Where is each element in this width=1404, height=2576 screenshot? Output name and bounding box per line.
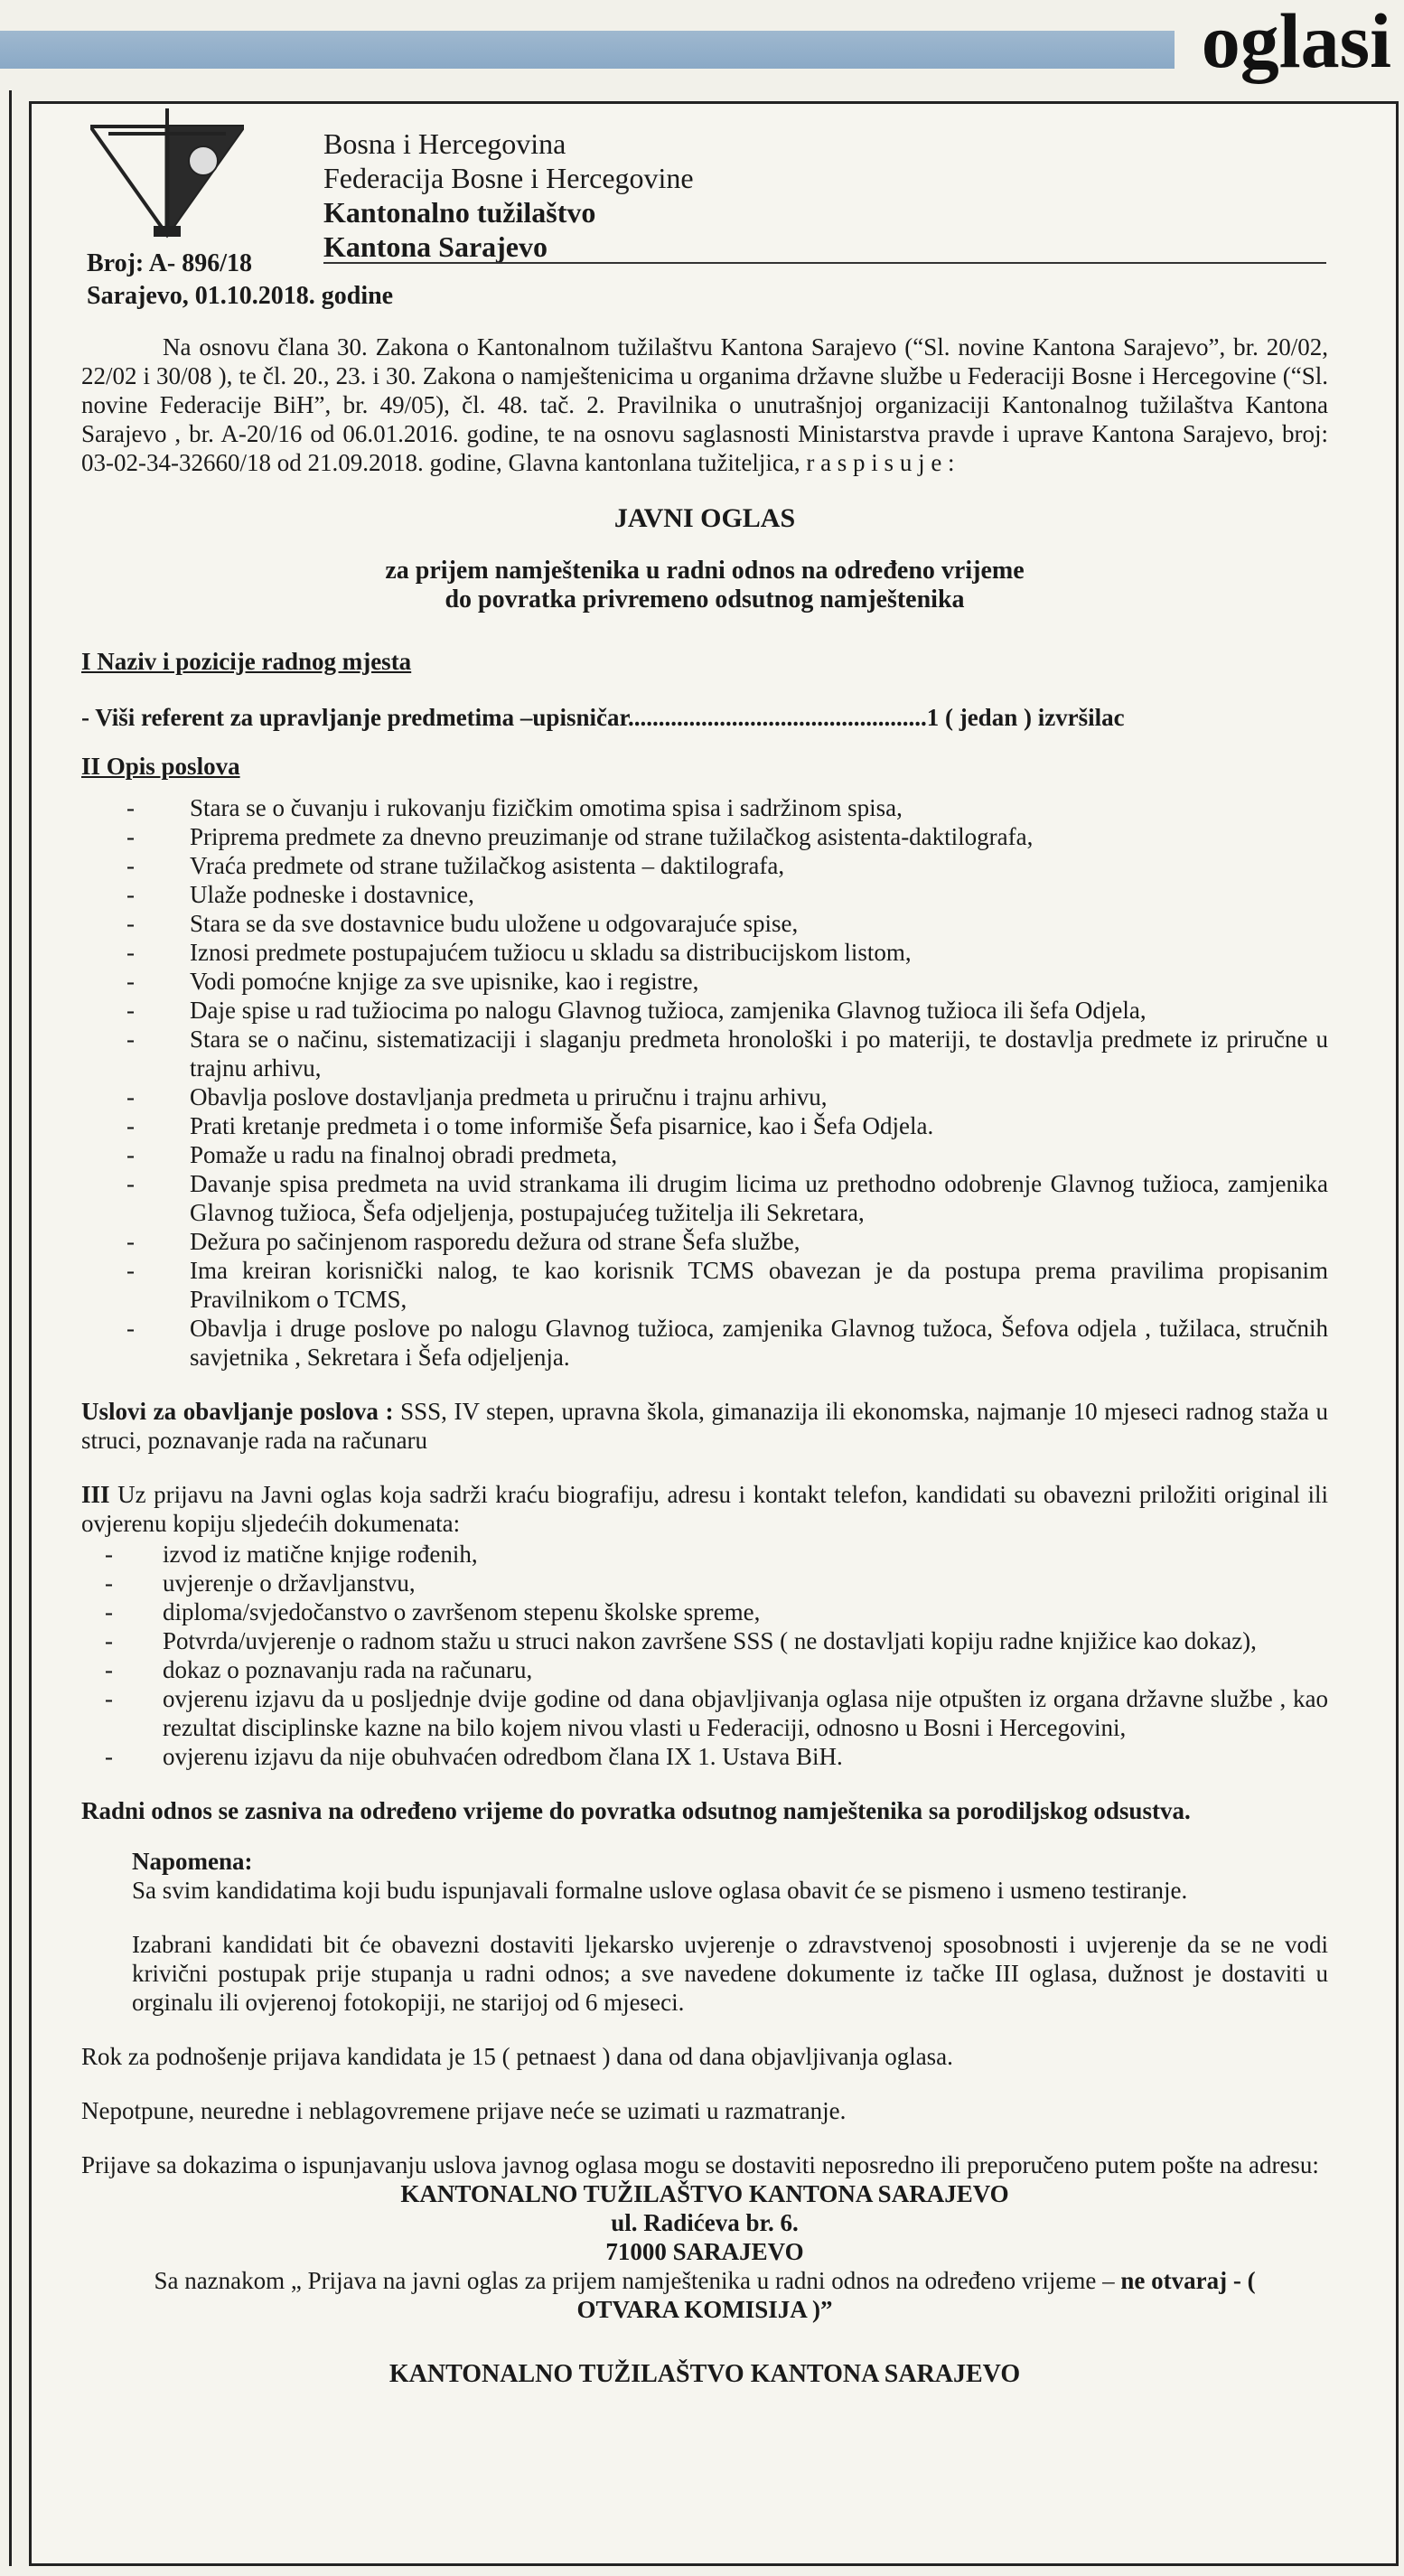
- header-institution: Kantonalno tužilaštvo: [323, 196, 596, 229]
- list-item: - uvjerenje o državljanstvu,: [163, 1569, 1328, 1597]
- list-item: - izvod iz matične knjige rođenih,: [163, 1540, 1328, 1569]
- list-item: - ovjerenu izjavu da nije obuhvaćen odredbom člana IX 1. Ustava BiH.: [163, 1742, 1328, 1771]
- section-heading-documents: III: [81, 1481, 110, 1508]
- list-item: - Prati kretanje predmeta i o tome informiše Šefa pisarnice, kao i Šefa Odjela.: [190, 1111, 1328, 1140]
- list-item: - Pomaže u radu na finalnoj obradi predmeta,: [190, 1140, 1328, 1169]
- document-date: Sarajevo, 01.10.2018. godine: [87, 282, 394, 310]
- list-item: - Stara se da sve dostavnice budu uložene u odgovarajuće spise,: [190, 909, 1328, 938]
- list-item: - Vodi pomoćne knjige za sve upisnike, kao i registre,: [190, 967, 1328, 996]
- header-country: Bosna i Hercegovina: [323, 127, 566, 160]
- list-item: - diploma/svjedočanstvo o završenom stepenu školske spreme,: [163, 1597, 1328, 1626]
- conditions-label: Uslovi za obavljanje poslova :: [81, 1398, 394, 1425]
- deadline-text: Rok za podnošenje prijava kandidata je 15 ( petnaest ) dana od dana objavljivanja oglasa.: [81, 2043, 953, 2070]
- list-item: - Daje spise u rad tužiocima po nalogu Glavnog tužioca, zamjenika Glavnog tužioca ili šefa Odjela,: [190, 996, 1328, 1025]
- list-item: - Vraća predmete od strane tužilačkog asistenta – daktilografa,: [190, 851, 1328, 880]
- documents-list: [81, 1540, 1328, 1771]
- submission-text: Prijave sa dokazima o ispunjavanju uslova javnog oglasa mogu se dostaviti neposredno ili preporučeno putem pošte na adresu:: [81, 2151, 1319, 2178]
- documents-intro: [81, 1480, 1328, 1538]
- incomplete-applications-text: Nepotpune, neuredne i neblagovremene prijave neće se uzimati u razmatranje.: [81, 2097, 847, 2124]
- list-item: - Obavlja poslove dostavljanja predmeta u priručnu i trajnu arhivu,: [190, 1082, 1328, 1111]
- employment-note: Radni odnos se zasniva na određeno vrijeme do povratka odsutnog namještenika sa porodiljskog odsustva.: [81, 1797, 1191, 1824]
- list-item: - Priprema predmete za dnevno preuzimanje od strane tužilačkog asistenta-daktilografa,: [190, 822, 1328, 851]
- note-documents: Izabrani kandidati bit će obavezni dostaviti ljekarsko uvjerenje o zdravstvenoj sposobnosti i uvjerenje da se ne vodi krivični postupak prije stupanja u radni odnos; a sve navedene dokumente iz tačke III oglasa, dužnost je dostaviti u orginalu ili ovjerenoj fotokopiji, ne starijoj od 6 mjeseci.: [132, 1931, 1328, 2016]
- header-federation: Federacija Bosne i Hercegovine: [323, 162, 694, 194]
- conditions-text: SSS, IV stepen, upravna škola, gimanazija ili ekonomska, najmanje 10 mjeseci radnog staža u struci, poznavanje rada na računaru: [81, 1398, 1328, 1454]
- header-canton: Kantona Sarajevo: [323, 230, 548, 263]
- address-city: 71000 SARAJEVO: [605, 2238, 804, 2265]
- ad-subtitle: [81, 557, 1328, 614]
- list-item: - dokaz o poznavanju rada na računaru,: [163, 1655, 1328, 1684]
- address-street: ul. Radićeva br. 6.: [611, 2209, 799, 2236]
- duties-list: [81, 793, 1328, 1372]
- list-item: - Iznosi predmete postupajućem tužiocu u skladu sa distribucijskom listom,: [190, 938, 1328, 967]
- list-item: - Stara se o čuvanju i rukovanju fizičkim omotima spisa i sadržinom spisa,: [190, 793, 1328, 822]
- envelope-marking-bold: ne otvaraj - ( OTVARA KOMISIJA )”: [576, 2267, 1256, 2323]
- list-item: - Davanje spisa predmeta na uvid strankama ili drugim licima uz prethodno odobrenje Glavnog tužioca, zamjenika Glavnog tužioca, Šefa odjeljenja, postupajućeg tužitelja ili Sekretara,: [190, 1169, 1328, 1227]
- signature: KANTONALNO TUŽILAŠTVO KANTONA SARAJEVO: [388, 2360, 1021, 2388]
- coat-of-arms-icon: [90, 108, 244, 244]
- address-name: KANTONALNO TUŽILAŠTVO KANTONA SARAJEVO: [400, 2180, 1009, 2207]
- envelope-marking: [81, 2266, 1328, 2324]
- list-item: - Stara se o načinu, sistematizaciji i slaganju predmeta hronološki i po materiji, te dostavlja predmete iz priručne u trajnu arhivu,: [190, 1025, 1328, 1082]
- note-label: Napomena:: [132, 1848, 253, 1875]
- list-item: - Ima kreiran korisnički nalog, te kao korisnik TCMS obavezan je da postupa prema pravilima propisanim Pravilnikom o TCMS,: [190, 1256, 1328, 1314]
- envelope-marking-text: Sa naznakom „ Prijava na javni oglas za prijem namještenika u radni odnos na određeno vrijeme –: [154, 2267, 1121, 2294]
- list-item: - Obavlja i druge poslove po nalogu Glavnog tužioca, zamjenika Glavnog tužoca, Šefova odjela , tužilaca, stručnih savjetnika , Sekretara i Šefa odjeljenja.: [190, 1314, 1328, 1372]
- documents-intro-text: Uz prijavu na Javni oglas koja sadrži kraću biografiju, adresu i kontakt telefon, kandidati su obavezni priložiti original ili ovjerenu kopiju sljedećih dokumenata:: [81, 1481, 1328, 1537]
- ad-title: JAVNI OGLAS: [613, 503, 796, 533]
- list-item: - Potvrda/uvjerenje o radnom stažu u struci nakon završene SSS ( ne dostavljati kopiju radne knjižice kao dokaz),: [163, 1626, 1328, 1655]
- institution-name: [323, 126, 694, 264]
- ad-body: [81, 333, 1328, 2389]
- position-line: - Viši referent za upravljanje predmetima –upisničar.................................................1 ( jedan ) izvršilac: [81, 704, 1125, 731]
- intro-paragraph: Na osnovu člana 30. Zakona o Kantonalnom tužilaštvu Kantona Sarajevo (“Sl. novine Kantona Sarajevo”, br. 20/02, 22/02 i 30/08 ), te čl. 20., 23. i 30. Zakona o namještenicima u organima državne službe u Federaciji Bosne i Hercegovine (“Sl. novine Federacije BiH”, br. 49/05), čl. 48. tač. 2. Pravilnika o unutrašnjoj organizaciji Kantonalnog tužilaštva Kantona Sarajevo , br. A-20/16 od 06.01.2016. godine, te na osnovu saglasnosti Ministarstva pravde i uprave Kantona Sarajevo, broj: 03-02-34-32660/18 od 21.09.2018. godine, Glavna kantonlana tužiteljica, r a s p i s u j e :: [81, 333, 1328, 476]
- ad-subtitle-line2: do povratka privremeno odsutnog namještenika: [445, 585, 965, 614]
- header-rule: [323, 262, 1326, 264]
- reference-number: Broj: A- 896/18: [87, 249, 253, 277]
- ad-subtitle-line1: za prijem namještenika u radni odnos na određeno vrijeme: [385, 557, 1025, 585]
- list-item: - ovjerenu izjavu da u posljednje dvije godine od dana objavljivanja oglasa nije otpušten iz organa državne službe , kao rezultat disciplinske kazne na bilo kojem nivou vlasti u Federaciji, odnosno u Bosni i Hercegovini,: [163, 1684, 1328, 1742]
- section-title: oglasi: [1175, 5, 1404, 76]
- section-heading-duties: II Opis poslova: [81, 753, 240, 780]
- reference-block: [87, 248, 393, 313]
- section-heading-position: I Naziv i pozicije radnog mjesta: [81, 648, 412, 675]
- note-testing: Sa svim kandidatima koji budu ispunjavali formalne uslove oglasa obavit će se pismeno i usmeno testiranje.: [132, 1877, 1188, 1904]
- conditions-paragraph: [81, 1397, 1328, 1455]
- list-item: - Ulaže podneske i dostavnice,: [190, 880, 1328, 909]
- list-item: - Dežura po sačinjenom rasporedu dežura od strane Šefa službe,: [190, 1227, 1328, 1256]
- column-divider: [0, 90, 12, 2566]
